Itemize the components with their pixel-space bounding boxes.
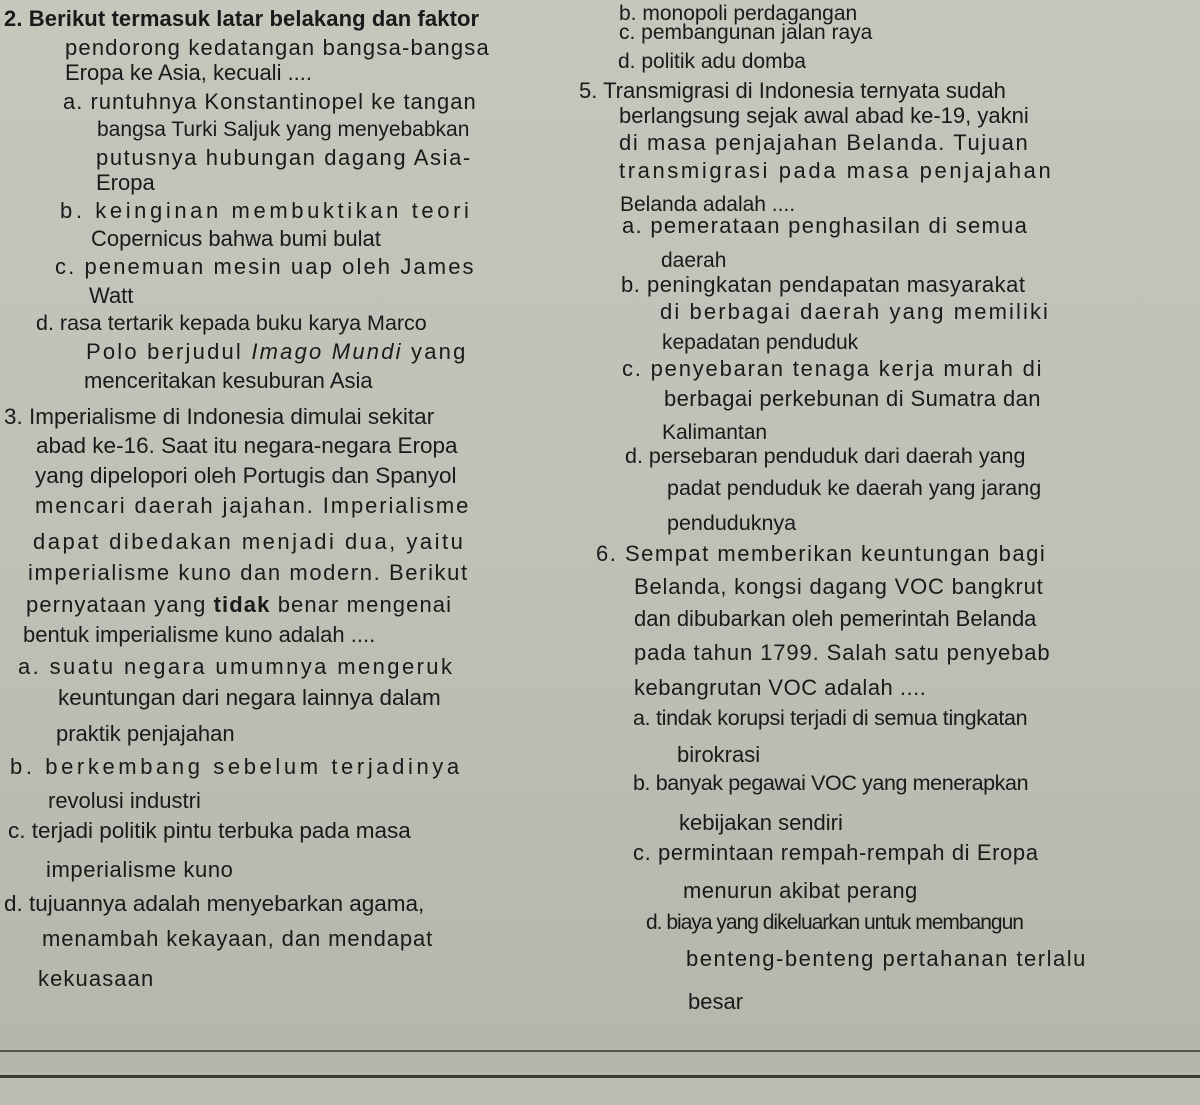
q2-option-d-cont: Polo berjudul Imago Mundi yang (86, 339, 468, 364)
q5-stem-line: berlangsung sejak awal abad ke-19, yakni (619, 103, 1029, 128)
q2-stem-line: pendorong kedatangan bangsa-bangsa (65, 35, 490, 60)
q3-stem-line: pernyataan yang tidak benar mengenai (26, 592, 453, 617)
q6-option-c: c. permintaan rempah-rempah di Eropa (633, 840, 1039, 865)
q5-option-b: b. peningkatan pendapatan masyarakat (621, 272, 1026, 297)
q2-option-b: b. keinginan membuktikan teori (60, 198, 473, 223)
q2-option-a: a. runtuhnya Konstantinopel ke tangan (63, 89, 477, 114)
q3-stem-line: yang dipelopori oleh Portugis dan Spanyol (35, 463, 457, 488)
q3-option-a-cont: keuntungan dari negara lainnya dalam (58, 685, 441, 710)
q3-option-d-cont: kekuasaan (38, 966, 155, 991)
q3-option-d-cont: menambah kekayaan, dan mendapat (42, 926, 434, 951)
q6-option-c-cont: menurun akibat perang (683, 878, 918, 903)
q6-stem-line: 6. Sempat memberikan keuntungan bagi (596, 541, 1047, 566)
q2-option-a-cont: bangsa Turki Saljuk yang menyebabkan (97, 118, 470, 141)
next-page-edge (0, 1078, 1200, 1105)
q2-option-d-cont: menceritakan kesuburan Asia (84, 368, 373, 393)
q5-option-c-cont: Kalimantan (662, 421, 768, 444)
q5-stem-line: di masa penjajahan Belanda. Tujuan (619, 130, 1030, 155)
q4-option-d: d. politik adu domba (618, 50, 806, 73)
q3-option-b-cont: revolusi industri (48, 788, 201, 813)
page-bottom-rule (0, 1050, 1200, 1052)
q2-option-c: c. penemuan mesin uap oleh James (55, 254, 476, 279)
q5-option-c: c. penyebaran tenaga kerja murah di (622, 356, 1044, 381)
q5-option-b-cont: kepadatan penduduk (662, 331, 859, 354)
q4-option-b: b. monopoli perdagangan (619, 2, 858, 25)
q3-stem-line: dapat dibedakan menjadi dua, yaitu (33, 529, 466, 554)
q5-stem-line: transmigrasi pada masa penjajahan (619, 158, 1054, 183)
q3-stem-line: imperialisme kuno dan modern. Berikut (28, 560, 469, 585)
q2-stem-line: Eropa ke Asia, kecuali .... (65, 60, 313, 85)
q6-option-d: d. biaya yang dikeluarkan untuk membangun (646, 911, 1023, 934)
q4-option-c: c. pembangunan jalan raya (619, 21, 873, 44)
q5-option-a-cont: daerah (661, 249, 727, 272)
q6-option-a-cont: birokrasi (677, 742, 761, 767)
q2-option-a-cont: putusnya hubungan dagang Asia- (96, 145, 472, 170)
q5-option-a: a. pemerataan penghasilan di semua (622, 213, 1029, 238)
q2-option-a-cont: Eropa (96, 170, 155, 195)
q5-option-d-cont: penduduknya (667, 511, 797, 535)
q5-option-b-cont: di berbagai daerah yang memiliki (660, 299, 1051, 324)
q3-option-a: a. suatu negara umumnya mengeruk (18, 654, 455, 679)
q2-stem-line: 2. Berikut termasuk latar belakang dan faktor (4, 6, 480, 31)
q6-stem-line: Belanda, kongsi dagang VOC bangkrut (634, 574, 1044, 599)
q5-option-d-cont: padat penduduk ke daerah yang jarang (667, 476, 1042, 500)
q3-option-b: b. berkembang sebelum terjadinya (10, 754, 463, 779)
q6-option-d-cont: benteng-benteng pertahanan terlalu (686, 946, 1087, 971)
q5-option-c-cont: berbagai perkebunan di Sumatra dan (664, 386, 1041, 411)
q3-stem-line: bentuk imperialisme kuno adalah .... (23, 622, 376, 647)
q3-option-a-cont: praktik penjajahan (56, 721, 235, 746)
q3-stem-line: 3. Imperialisme di Indonesia dimulai sekitar (4, 404, 435, 429)
q6-stem-line: pada tahun 1799. Salah satu penyebab (634, 640, 1051, 665)
q3-option-d: d. tujuannya adalah menyebarkan agama, (4, 891, 425, 916)
q3-option-c: c. terjadi politik pintu terbuka pada masa (8, 818, 411, 843)
q5-stem-line: 5. Transmigrasi di Indonesia ternyata sudah (579, 78, 1006, 103)
q2-option-c-cont: Watt (89, 283, 134, 308)
q6-stem-line: kebangrutan VOC adalah .... (634, 675, 927, 700)
q5-stem-line: Belanda adalah .... (620, 193, 796, 216)
q5-option-d: d. persebaran penduduk dari daerah yang (625, 444, 1026, 468)
q2-option-b-cont: Copernicus bahwa bumi bulat (91, 226, 381, 251)
q2-option-d: d. rasa tertarik kepada buku karya Marco (36, 311, 427, 335)
q6-option-d-cont: besar (688, 989, 744, 1014)
q3-stem-line: abad ke-16. Saat itu negara-negara Eropa (36, 433, 458, 458)
q6-option-a: a. tindak korupsi terjadi di semua tingkatan (633, 706, 1028, 730)
q6-option-b: b. banyak pegawai VOC yang menerapkan (633, 771, 1029, 795)
q6-stem-line: dan dibubarkan oleh pemerintah Belanda (634, 606, 1037, 631)
q3-option-c-cont: imperialisme kuno (46, 857, 234, 882)
q6-option-b-cont: kebijakan sendiri (679, 810, 843, 835)
q3-stem-line: mencari daerah jajahan. Imperialisme (35, 493, 471, 518)
